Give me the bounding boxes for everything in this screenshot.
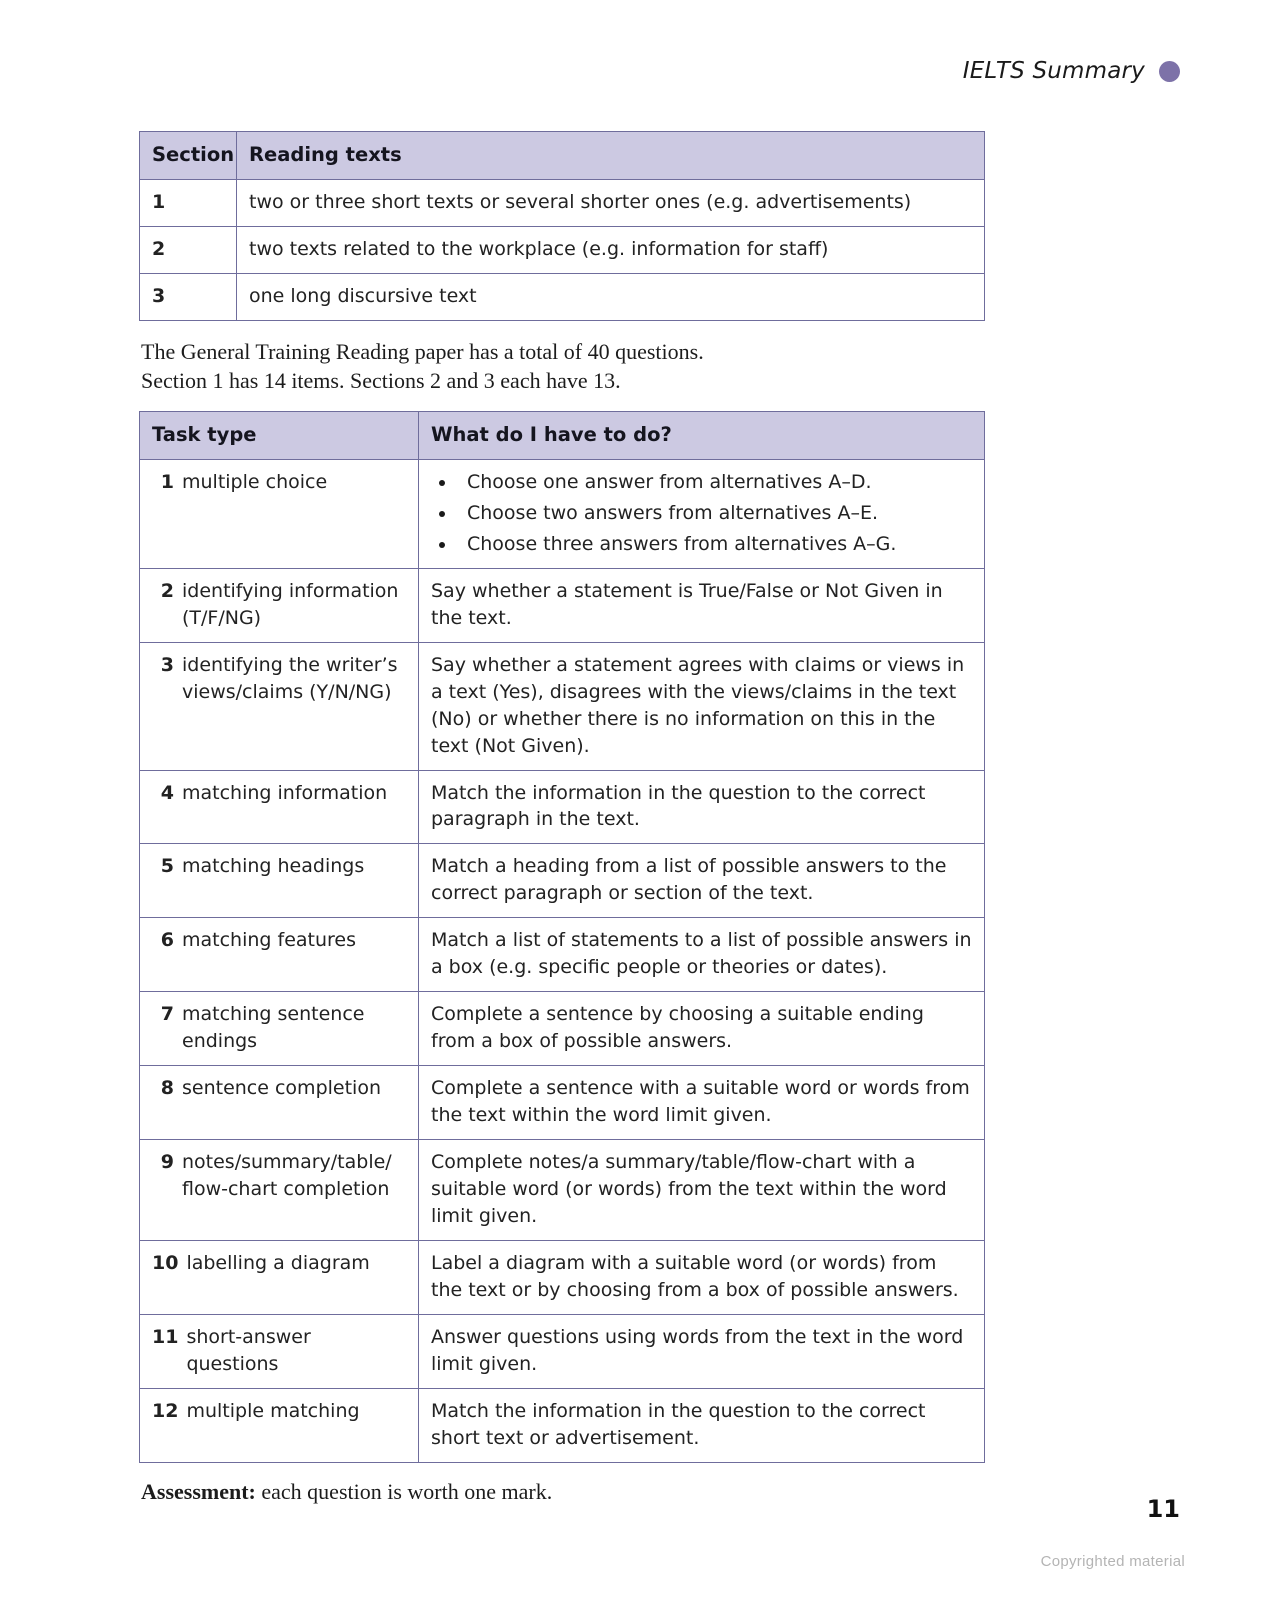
task-number: 8 (160, 1077, 174, 1100)
section-text: one long discursive text (237, 273, 985, 320)
list-item: Choose three answers from alternatives A–G. (431, 531, 972, 558)
assessment-line (141, 1478, 984, 1507)
task-description-cell: Match the information in the question to the correct paragraph in the text. (419, 770, 985, 844)
task-description-cell: Match a heading from a list of possible answers to the correct paragraph or section of the text. (419, 844, 985, 918)
task-label: notes/summary/table/ flow-chart completion (182, 1151, 392, 1201)
sections-table (139, 131, 985, 321)
task-number: 4 (160, 781, 174, 804)
task-type-cell (140, 1241, 419, 1315)
table-row (140, 992, 985, 1066)
task-type-cell (140, 770, 419, 844)
task-number: 2 (160, 579, 174, 602)
table-row (140, 459, 985, 568)
bullet-list (431, 469, 972, 558)
table-row (140, 918, 985, 992)
column-header-reading-texts: Reading texts (237, 132, 985, 180)
table-row (140, 226, 985, 273)
list-item: Choose one answer from alternatives A–D. (431, 469, 972, 496)
task-description-cell (419, 459, 985, 568)
task-number: 6 (160, 929, 174, 952)
section-number: 2 (140, 226, 237, 273)
section-number: 3 (140, 273, 237, 320)
table-header-row (140, 412, 985, 460)
page-title: IELTS Summary (962, 58, 1145, 84)
task-type-cell (140, 642, 419, 770)
task-number: 3 (160, 653, 174, 676)
task-type-cell (140, 1388, 419, 1462)
task-label: multiple matching (186, 1399, 360, 1422)
table-row (140, 1140, 985, 1241)
task-types-table (139, 411, 985, 1463)
task-label: identifying the writer’s views/claims (Y/N/NG) (182, 653, 398, 703)
task-label: multiple choice (182, 470, 328, 493)
task-description-cell: Match the information in the question to the correct short text or advertisement. (419, 1388, 985, 1462)
task-label: matching headings (182, 855, 365, 878)
task-type-cell (140, 1315, 419, 1389)
task-description-cell: Match a list of statements to a list of possible answers in a box (e.g. specific people or theories or dates). (419, 918, 985, 992)
task-label: short-answer questions (186, 1326, 311, 1375)
task-label: sentence completion (182, 1077, 381, 1100)
table-row (140, 273, 985, 320)
table-header-row (140, 132, 985, 180)
task-type-cell (140, 918, 419, 992)
intro-line-2: Section 1 has 14 items. Sections 2 and 3 each have 13. (141, 367, 621, 393)
assessment-label: Assessment: (141, 1478, 256, 1504)
table-row (140, 642, 985, 770)
task-description-cell: Label a diagram with a suitable word (or words) from the text or by choosing from a box of possible answers. (419, 1241, 985, 1315)
table-row (140, 844, 985, 918)
task-type-cell (140, 1066, 419, 1140)
task-description-cell: Complete a sentence with a suitable word or words from the text within the word limit given. (419, 1066, 985, 1140)
task-number: 10 (152, 1252, 179, 1275)
assessment-text: each question is worth one mark. (255, 1478, 553, 1504)
page-content-column (139, 131, 984, 1507)
task-description-cell: Say whether a statement agrees with claims or views in a text (Yes), disagrees with the views/claims in the text (No) or whether there is no information on this in the text (Not Given). (419, 642, 985, 770)
task-number: 7 (160, 1003, 174, 1026)
header-dot-icon (1159, 61, 1180, 82)
task-type-cell (140, 844, 419, 918)
task-type-cell (140, 459, 419, 568)
task-type-cell (140, 1140, 419, 1241)
intro-paragraph (141, 337, 984, 396)
copyright-watermark: Copyrighted material (1040, 1553, 1185, 1570)
page-number: 11 (1146, 1495, 1180, 1523)
task-number: 12 (152, 1399, 179, 1422)
task-type-cell (140, 992, 419, 1066)
table-row (140, 1315, 985, 1389)
task-number: 1 (160, 470, 174, 493)
intro-line-1: The General Training Reading paper has a total of 40 questions. (141, 338, 704, 364)
table-row (140, 179, 985, 226)
task-description-cell: Say whether a statement is True/False or Not Given in the text. (419, 568, 985, 642)
section-number: 1 (140, 179, 237, 226)
section-text: two texts related to the workplace (e.g. information for staff) (237, 226, 985, 273)
task-number: 5 (160, 855, 174, 878)
section-text: two or three short texts or several shorter ones (e.g. advertisements) (237, 179, 985, 226)
running-head (963, 58, 1180, 84)
table-row (140, 1388, 985, 1462)
task-label: identifying information (T/F/NG) (182, 579, 399, 629)
task-description-cell: Answer questions using words from the text in the word limit given. (419, 1315, 985, 1389)
task-description-cell: Complete a sentence by choosing a suitable ending from a box of possible answers. (419, 992, 985, 1066)
list-item: Choose two answers from alternatives A–E. (431, 500, 972, 527)
table-row (140, 770, 985, 844)
task-label: matching sentence endings (182, 1003, 365, 1053)
table-row (140, 1241, 985, 1315)
task-type-cell (140, 568, 419, 642)
task-label: labelling a diagram (186, 1252, 370, 1275)
task-label: matching information (182, 781, 388, 804)
task-description-cell: Complete notes/a summary/table/flow-chart with a suitable word (or words) from the text within the word limit given. (419, 1140, 985, 1241)
table-row (140, 568, 985, 642)
column-header-what-do-i-have-to-do: What do I have to do? (419, 412, 985, 460)
column-header-section: Section (140, 132, 237, 180)
task-number: 9 (160, 1151, 174, 1174)
table-row (140, 1066, 985, 1140)
column-header-task-type: Task type (140, 412, 419, 460)
task-label: matching features (182, 929, 357, 952)
task-number: 11 (152, 1326, 179, 1349)
